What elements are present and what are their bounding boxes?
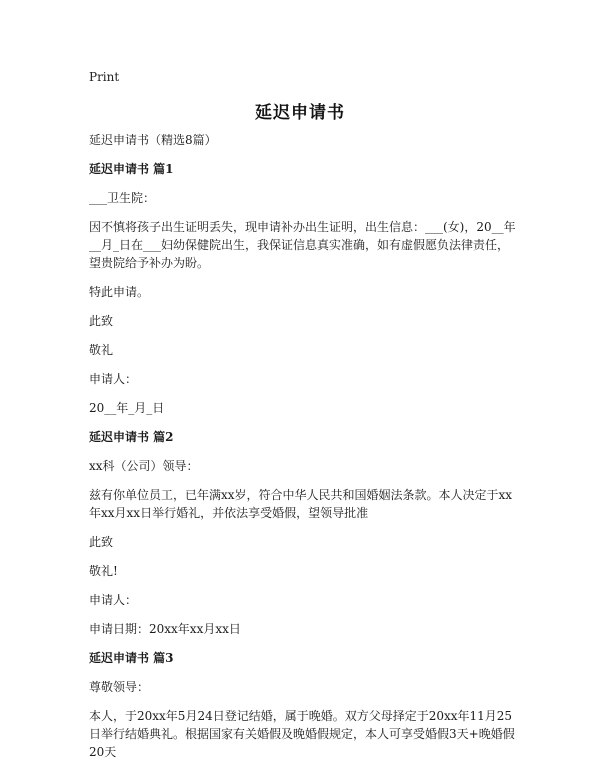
document-title: 延迟申请书 (255, 103, 345, 123)
paragraph: 因不慎将孩子出生证明丢失，现申请补办出生证明，出生信息：___(女)，20__年__月_日在___妇幼保健院出生，我保证信息真实准确，如有虚假愿负法律责任，望贵院给予补办为盼。 (89, 220, 516, 270)
date-line: 20__年_月_日 (89, 401, 165, 415)
date-line: 申请日期：20xx年xx月xx日 (89, 622, 241, 636)
paragraph: 本人，于20xx年5月24日登记结婚，属于晚婚。双方父母择定于20xx年11月25日举行结婚典礼。根据国家有关婚假及晚婚假规定，本人可享受婚假3天+晚婚假20天 (89, 709, 515, 759)
closing-line: 敬礼 (89, 343, 114, 357)
section-heading: 延迟申请书 篇1 (89, 162, 174, 176)
print-label: Print (89, 70, 120, 84)
applicant-line: 申请人： (89, 593, 138, 607)
salutation: 尊敬领导： (89, 680, 150, 694)
section-heading: 延迟申请书 篇3 (89, 651, 174, 665)
closing-line: 敬礼! (89, 564, 118, 578)
special-note: 特此申请。 (89, 285, 150, 299)
section-heading: 延迟申请书 篇2 (89, 430, 174, 444)
salutation: xx科（公司）领导： (89, 459, 199, 473)
paragraph: 兹有你单位员工，已年满xx岁，符合中华人民共和国婚姻法条款。本人决定于xx年xx月xx日举行婚礼，并依法享受婚假，望领导批准 (89, 488, 513, 520)
closing-line: 此致 (89, 535, 114, 549)
closing-line: 此致 (89, 314, 114, 328)
applicant-line: 申请人： (89, 372, 138, 386)
document-body (89, 131, 519, 761)
salutation: ___卫生院： (89, 191, 156, 205)
document-subtitle: 延迟申请书（精选8篇） (89, 133, 217, 147)
